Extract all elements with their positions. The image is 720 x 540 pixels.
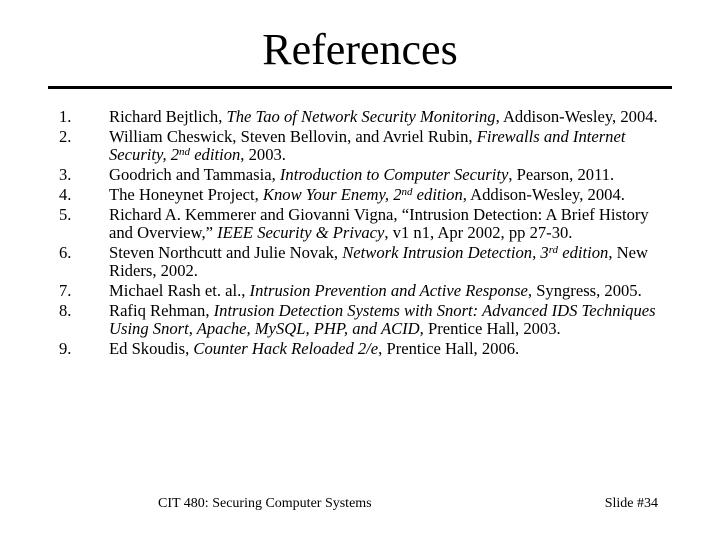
reference-work-title: IEEE Security & Privacy [217, 222, 385, 242]
footer-course-name: CIT 480: Securing Computer Systems [158, 496, 372, 511]
reference-item [0, 244, 669, 279]
reference-authors: Goodrich and Tammasia, [109, 164, 280, 184]
reference-work-title: The Tao of Network Security Monitoring [226, 107, 496, 126]
reference-number: 7. [59, 280, 72, 300]
reference-authors: Ed Skoudis, [109, 338, 194, 358]
reference-work-title-text: Know Your Enemy, 2 [262, 185, 402, 205]
reference-list [0, 108, 720, 360]
reference-work-title-tail: edition [190, 144, 241, 164]
reference-number: 4. [59, 185, 72, 205]
reference-publication: , v1 n1, Apr 2002, pp 27-30. [384, 222, 573, 242]
reference-text [109, 206, 669, 241]
ordinal-suffix: nd [179, 145, 191, 158]
reference-authors: Richard Bejtlich, [109, 107, 227, 126]
reference-publication: , Prentice Hall, 2006. [378, 338, 520, 358]
reference-text [109, 186, 669, 204]
reference-item [0, 186, 669, 204]
reference-text [109, 282, 669, 300]
reference-work-title [342, 243, 608, 262]
reference-item [0, 302, 669, 337]
reference-item [0, 166, 669, 184]
reference-number: 5. [59, 205, 72, 225]
reference-publication: , Pearson, 2011. [508, 164, 615, 184]
reference-publication: Prentice Hall, 2003. [423, 318, 561, 338]
reference-work-title-text: Network Intrusion Detection, 3 [342, 243, 549, 263]
reference-item [0, 282, 669, 300]
ordinal-suffix: nd [401, 186, 413, 199]
reference-work-title: Intrusion Detection Systems with Snort: Advanced IDS Techniques Using Snort, Apache, MySQL, PHP, and ACID, [109, 301, 656, 338]
reference-item [0, 206, 669, 241]
reference-publication: , Addison-Wesley, 2004. [495, 107, 658, 126]
ordinal-suffix: rd [548, 244, 559, 257]
reference-authors: Michael Rash et. al., [109, 280, 250, 300]
reference-number: 9. [59, 338, 72, 358]
reference-authors: The Honeynet Project, [109, 185, 263, 205]
reference-text [109, 244, 669, 279]
reference-authors: Richard A. Kemmerer and Giovanni Vigna, “Intrusion Detection: A Brief History and Overview,” [109, 205, 649, 242]
reference-work-title: Intrusion Prevention and Active Response [249, 280, 528, 300]
reference-publication: , New Riders, 2002. [109, 243, 648, 280]
reference-publication: , Syngress, 2005. [527, 280, 642, 300]
reference-text [109, 128, 669, 163]
reference-item [0, 128, 669, 163]
reference-item [0, 108, 669, 126]
reference-authors: William Cheswick, Steven Bellovin, and Avriel Rubin, [109, 127, 477, 147]
reference-number: 3. [59, 164, 72, 184]
reference-publication: , Addison-Wesley, 2004. [462, 185, 625, 205]
reference-text [109, 166, 669, 184]
reference-number: 6. [59, 243, 72, 263]
reference-work-title: Counter Hack Reloaded 2/e [193, 338, 379, 358]
footer-slide-number: Slide #34 [604, 496, 658, 511]
reference-work-title-tail: edition [558, 243, 609, 263]
reference-work-title: Introduction to Computer Security [279, 164, 509, 184]
reference-number: 8. [59, 301, 72, 321]
reference-text [109, 302, 669, 337]
reference-publication: , 2003. [240, 144, 286, 164]
reference-authors: Steven Northcutt and Julie Novak, [109, 243, 343, 263]
reference-work-title [263, 185, 463, 204]
reference-work-title-tail: edition [412, 185, 463, 205]
reference-text [109, 108, 669, 126]
reference-number: 1. [59, 107, 72, 126]
reference-work-title-text: Firewalls and Internet Security, 2 [109, 127, 626, 164]
slide-title: References [262, 25, 458, 74]
reference-number: 2. [59, 127, 72, 147]
reference-item [0, 340, 669, 358]
reference-authors: Rafiq Rehman, [109, 301, 214, 321]
reference-text [109, 340, 669, 358]
title-divider [48, 86, 672, 89]
